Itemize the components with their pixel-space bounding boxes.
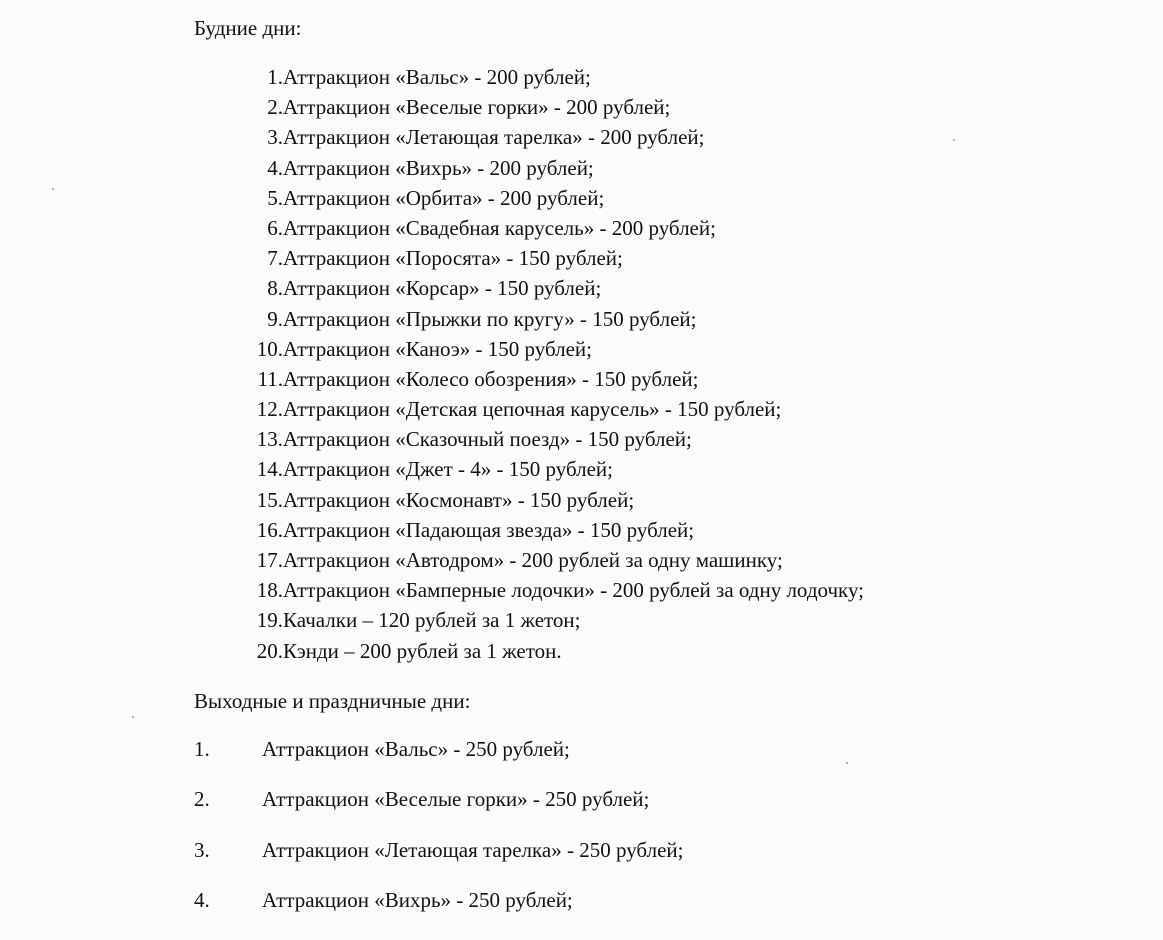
- item-text: Кэнди – 200 рублей за 1 жетон.: [283, 638, 562, 663]
- item-text: Аттракцион «Падающая звезда» - 150 рублей;: [283, 517, 695, 542]
- item-number: 3.: [267, 125, 283, 150]
- item-number: 17.: [256, 548, 283, 572]
- item-number: 19.: [256, 608, 283, 633]
- item-text: Аттракцион «Поросята» - 150 рублей;: [283, 246, 623, 271]
- item-text: Аттракцион «Прыжки по кругу» - 150 рублей;: [283, 306, 697, 331]
- item-number: 18.: [256, 578, 283, 603]
- item-number: 4.: [267, 155, 283, 180]
- item-number: 2.: [194, 787, 210, 812]
- item-text: Аттракцион «Вихрь» - 200 рублей;: [283, 155, 594, 180]
- list-item: [240, 155, 864, 185]
- scan-speck: [52, 188, 54, 190]
- list-item: [240, 275, 864, 305]
- list-item: [240, 607, 864, 637]
- item-number: 1.: [194, 737, 210, 761]
- item-number: 11.: [257, 366, 283, 391]
- scan-speck: [132, 716, 134, 718]
- list-item: [240, 64, 864, 94]
- item-number: 5.: [267, 185, 283, 210]
- list-item: [240, 487, 864, 517]
- item-text: Аттракцион «Летающая тарелка» - 250 рублей;: [262, 837, 684, 862]
- item-text: Аттракцион «Детская цепочная карусель» - 150 рублей;: [283, 397, 782, 422]
- list-item: [240, 547, 864, 577]
- list-item: [240, 396, 864, 426]
- list-item: [240, 366, 864, 396]
- item-number: 1.: [267, 65, 283, 89]
- item-text: Аттракцион «Вальс» - 250 рублей;: [262, 737, 570, 761]
- item-text: Аттракцион «Космонавт» - 150 рублей;: [283, 487, 635, 512]
- list-item: [240, 577, 864, 607]
- item-number: 8.: [267, 276, 283, 301]
- item-text: Аттракцион «Сказочный поезд» - 150 рублей;: [283, 427, 692, 452]
- list-item: [194, 786, 683, 836]
- item-number: 13.: [256, 427, 283, 452]
- item-number: 2.: [267, 95, 283, 120]
- weekdays-heading: Будние дни:: [194, 16, 302, 40]
- item-text: Аттракцион «Вальс» - 200 рублей;: [283, 65, 591, 89]
- item-number: 20.: [256, 638, 283, 663]
- item-number: 10.: [256, 336, 283, 361]
- list-item: [240, 517, 864, 547]
- item-text: Качалки – 120 рублей за 1 жетон;: [283, 608, 581, 633]
- item-text: Аттракцион «Автодром» - 200 рублей за одну машинку;: [283, 548, 783, 572]
- list-item: [240, 456, 864, 486]
- list-item: [240, 215, 864, 245]
- item-number: 15.: [256, 487, 283, 512]
- scan-speck: [953, 139, 955, 141]
- item-text: Аттракцион «Летающая тарелка» - 200 рублей;: [283, 125, 705, 150]
- list-item: [240, 638, 864, 668]
- weekends-heading: Выходные и праздничные дни:: [194, 689, 471, 713]
- item-text: Аттракцион «Каноэ» - 150 рублей;: [283, 336, 593, 361]
- item-text: Аттракцион «Вихрь» - 250 рублей;: [262, 887, 573, 912]
- item-number: 9.: [267, 306, 283, 331]
- item-number: 3.: [194, 837, 210, 862]
- item-text: Аттракцион «Орбита» - 200 рублей;: [283, 185, 605, 210]
- item-number: 7.: [267, 246, 283, 271]
- item-number: 6.: [267, 215, 283, 240]
- item-number: 16.: [256, 517, 283, 542]
- item-text: Аттракцион «Веселые горки» - 250 рублей;: [262, 787, 650, 812]
- list-item: [240, 245, 864, 275]
- scan-speck: [846, 762, 848, 764]
- list-item: [240, 185, 864, 215]
- list-item: [240, 306, 864, 336]
- item-text: Аттракцион «Свадебная карусель» - 200 рублей;: [283, 215, 716, 240]
- list-item: [240, 94, 864, 124]
- list-item: [194, 887, 683, 937]
- weekend-price-list: [194, 736, 683, 937]
- item-number: 12.: [256, 397, 283, 422]
- list-item: [194, 736, 683, 786]
- list-item: [240, 124, 864, 154]
- item-number: 14.: [256, 457, 283, 482]
- weekday-price-list: [240, 64, 864, 668]
- list-item: [194, 837, 683, 887]
- item-text: Аттракцион «Корсар» - 150 рублей;: [283, 276, 602, 301]
- item-text: Аттракцион «Колесо обозрения» - 150 рублей;: [283, 366, 699, 391]
- item-text: Аттракцион «Джет - 4» - 150 рублей;: [283, 457, 613, 482]
- item-text: Аттракцион «Бамперные лодочки» - 200 рублей за одну лодочку;: [283, 578, 864, 603]
- item-text: Аттракцион «Веселые горки» - 200 рублей;: [283, 95, 671, 120]
- list-item: [240, 426, 864, 456]
- item-number: 4.: [194, 887, 210, 912]
- list-item: [240, 336, 864, 366]
